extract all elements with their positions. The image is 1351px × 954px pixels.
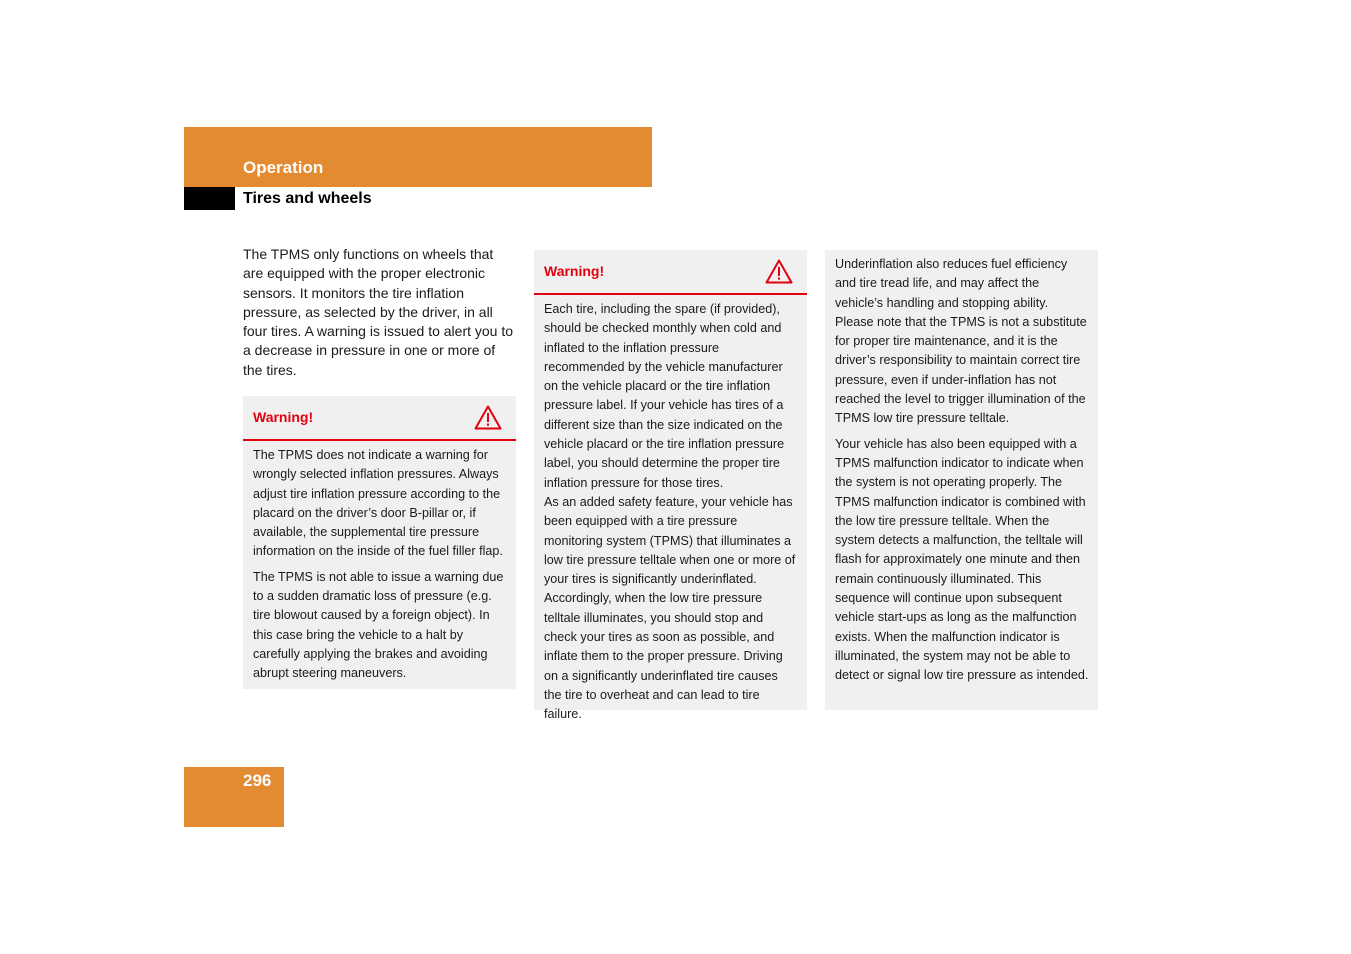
section-marker	[184, 187, 235, 210]
warning-paragraph: Each tire, including the spare (if provided), should be checked monthly when cold and inflated to the inflation pressure recommended by the vehicle manufacturer on the vehicle placard or the tire inflation pressure label. If your vehicle has tires of a different size than the size indicated on the vehicle placard or the tire inflation pressure label, you should determine the proper tire inflation pressure for those tires.	[544, 302, 785, 490]
warning-triangle-icon	[765, 259, 793, 284]
note-paragraph: Your vehicle has also been equipped with a TPMS malfunction indicator to indicate when the system is not operating properly. The TPMS malfunction indicator is combined with the low tire pressure telltale. When the system detects a malfunction, the telltale will flash for approximately one minute and then remain continuously illuminated. This sequence will continue upon subsequent vehicle start-ups as long as the malfunction exists. When the malfunction indicator is illuminated, the system may not be able to detect or signal low tire pressure as intended.	[835, 436, 1089, 683]
warning-paragraph: The TPMS does not indicate a warning for wrongly selected inflation pressures. Always adjust tire inflation pressure according to the placard on the driver’s door B-pillar or, if available, the supplemental tire pressure information on the inside of the fuel filler flap.	[253, 448, 503, 559]
warning-body	[243, 441, 516, 692]
section-title: Operation	[243, 158, 324, 177]
warning-header	[243, 396, 516, 441]
warning-label: Warning!	[253, 409, 314, 425]
warning-paragraph: As an added safety feature, your vehicle has been equipped with a tire pressure monitoring system (TPMS) that illuminates a low tire pressure telltale when one or more of your tires is significantly underinflated. Accordingly, when the low tire pressure telltale illuminates, you should stop and check your tires as soon as possible, and inflate them to the proper pressure. Driving on a significantly underinflated tire causes the tire to overheat and can lead to tire failure.	[544, 494, 796, 722]
warning-box-middle	[534, 250, 807, 722]
warning-header	[534, 250, 807, 295]
warning-body	[534, 295, 807, 733]
note-box-right	[825, 250, 1098, 710]
header-bar	[184, 127, 652, 187]
warning-triangle-icon	[474, 405, 502, 430]
page-number: 296	[243, 771, 272, 790]
warning-paragraph: The TPMS is not able to issue a warning due to a sudden dramatic loss of pressure (e.g. tire blowout caused by a foreign object). In this case bring the vehicle to a halt by carefully applying the brakes and avoiding abrupt steering maneuvers.	[253, 569, 504, 681]
note-paragraph: Underinflation also reduces fuel efficiency and tire tread life, and may affect the vehicle’s handling and stopping ability. Please note that the TPMS is not a substitute for proper tire maintenance, and it is the driver’s responsibility to maintain correct tire pressure, even if under-inflation has not reached the level to trigger illumination of the TPMS low tire pressure telltale.	[835, 257, 1087, 426]
warning-label: Warning!	[544, 263, 605, 279]
warning-box-left	[243, 396, 516, 689]
intro-paragraph: The TPMS only functions on wheels that are equipped with the proper electronic sensors. It monitors the tire inflation pressure, as selected by the driver, in all four tires. A warning is issued to alert you to a decrease in pressure in one or more of the tires.	[243, 246, 514, 378]
subsection-title: Tires and wheels	[243, 190, 372, 207]
